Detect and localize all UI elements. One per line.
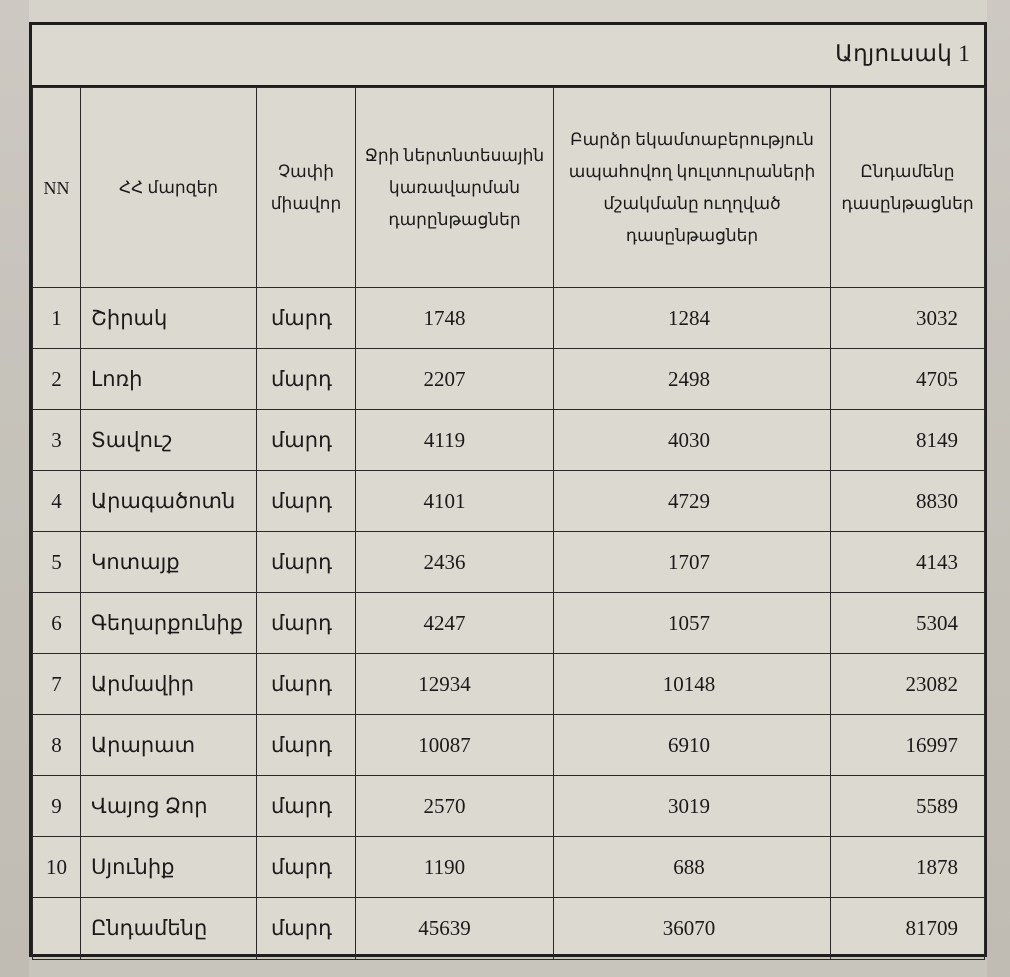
cell-crops-total: 36070: [554, 898, 831, 960]
table-row: [33, 837, 985, 898]
caption-row: [32, 25, 984, 87]
cell-grand-total: 81709: [831, 898, 985, 960]
cell-total: 3032: [831, 288, 985, 349]
cell-water: 2207: [356, 349, 554, 410]
header-high-yield-crops: Բարձր եկամտաբերություն ապահովող կուլտուրաների մշակմանը ուղղված դասընթացներ: [554, 88, 831, 288]
data-table: [32, 87, 985, 960]
table-row: [33, 471, 985, 532]
cell-region: Կոտայք: [81, 532, 257, 593]
cell-region: Լոռի: [81, 349, 257, 410]
cell-total: 5589: [831, 776, 985, 837]
cell-crops: 1707: [554, 532, 831, 593]
cell-nn: 2: [33, 349, 81, 410]
cell-region: Տավուշ: [81, 410, 257, 471]
table-row: [33, 410, 985, 471]
print-bleed-left: [0, 0, 29, 977]
cell-total: 8830: [831, 471, 985, 532]
table-frame: [29, 22, 987, 957]
cell-crops: 4729: [554, 471, 831, 532]
cell-water: 4247: [356, 593, 554, 654]
cell-crops: 3019: [554, 776, 831, 837]
cell-unit: մարդ: [257, 288, 356, 349]
header-region: ՀՀ մարզեր: [81, 88, 257, 288]
cell-total: 8149: [831, 410, 985, 471]
cell-total: 16997: [831, 715, 985, 776]
cell-region: Արարատ: [81, 715, 257, 776]
table-row: [33, 715, 985, 776]
table-total-row: [33, 898, 985, 960]
cell-water: 2570: [356, 776, 554, 837]
cell-region-total: Ընդամենը: [81, 898, 257, 960]
cell-region: Վայոց Ձոր: [81, 776, 257, 837]
table-row: [33, 776, 985, 837]
cell-region: Արմավիր: [81, 654, 257, 715]
cell-total: 1878: [831, 837, 985, 898]
cell-nn: 1: [33, 288, 81, 349]
header-unit: Չափի միավոր: [257, 88, 356, 288]
cell-crops: 4030: [554, 410, 831, 471]
cell-unit: մարդ: [257, 593, 356, 654]
cell-water: 4101: [356, 471, 554, 532]
cell-total: 4705: [831, 349, 985, 410]
header-total: Ընդամենը դասընթացներ: [831, 88, 985, 288]
cell-crops: 1057: [554, 593, 831, 654]
cell-nn: 5: [33, 532, 81, 593]
header-nn: NN: [33, 88, 81, 288]
table-row: [33, 593, 985, 654]
table-body: [33, 288, 985, 960]
header-water-management: Ջրի ներտնտեսային կառավարման դարընթացներ: [356, 88, 554, 288]
table-caption: Աղյուսակ 1: [835, 41, 970, 66]
cell-unit: մարդ: [257, 410, 356, 471]
table-row: [33, 654, 985, 715]
cell-nn: 3: [33, 410, 81, 471]
cell-nn: 8: [33, 715, 81, 776]
table-header: [33, 88, 985, 288]
cell-region: Գեղարքունիք: [81, 593, 257, 654]
cell-water: 12934: [356, 654, 554, 715]
cell-total: 5304: [831, 593, 985, 654]
cell-crops: 10148: [554, 654, 831, 715]
cell-unit: մարդ: [257, 654, 356, 715]
cell-unit: մարդ: [257, 532, 356, 593]
cell-unit: մարդ: [257, 471, 356, 532]
cell-nn: 6: [33, 593, 81, 654]
cell-crops: 6910: [554, 715, 831, 776]
cell-water: 1748: [356, 288, 554, 349]
cell-nn: 10: [33, 837, 81, 898]
cell-region: Սյունիք: [81, 837, 257, 898]
cell-nn: [33, 898, 81, 960]
cell-unit: մարդ: [257, 776, 356, 837]
cell-crops: 688: [554, 837, 831, 898]
cell-nn: 4: [33, 471, 81, 532]
table-row: [33, 532, 985, 593]
cell-unit: մարդ: [257, 898, 356, 960]
cell-unit: մարդ: [257, 349, 356, 410]
cell-region: Արագածոտն: [81, 471, 257, 532]
cell-region: Շիրակ: [81, 288, 257, 349]
cell-water: 10087: [356, 715, 554, 776]
table-row: [33, 288, 985, 349]
cell-total: 4143: [831, 532, 985, 593]
cell-water: 2436: [356, 532, 554, 593]
cell-unit: մարդ: [257, 715, 356, 776]
cell-water-total: 45639: [356, 898, 554, 960]
cell-nn: 9: [33, 776, 81, 837]
cell-crops: 2498: [554, 349, 831, 410]
cell-nn: 7: [33, 654, 81, 715]
cell-unit: մարդ: [257, 837, 356, 898]
cell-water: 4119: [356, 410, 554, 471]
cell-total: 23082: [831, 654, 985, 715]
header-row: [33, 88, 985, 288]
cell-water: 1190: [356, 837, 554, 898]
table-row: [33, 349, 985, 410]
cell-crops: 1284: [554, 288, 831, 349]
print-bleed-right: [987, 0, 1010, 977]
